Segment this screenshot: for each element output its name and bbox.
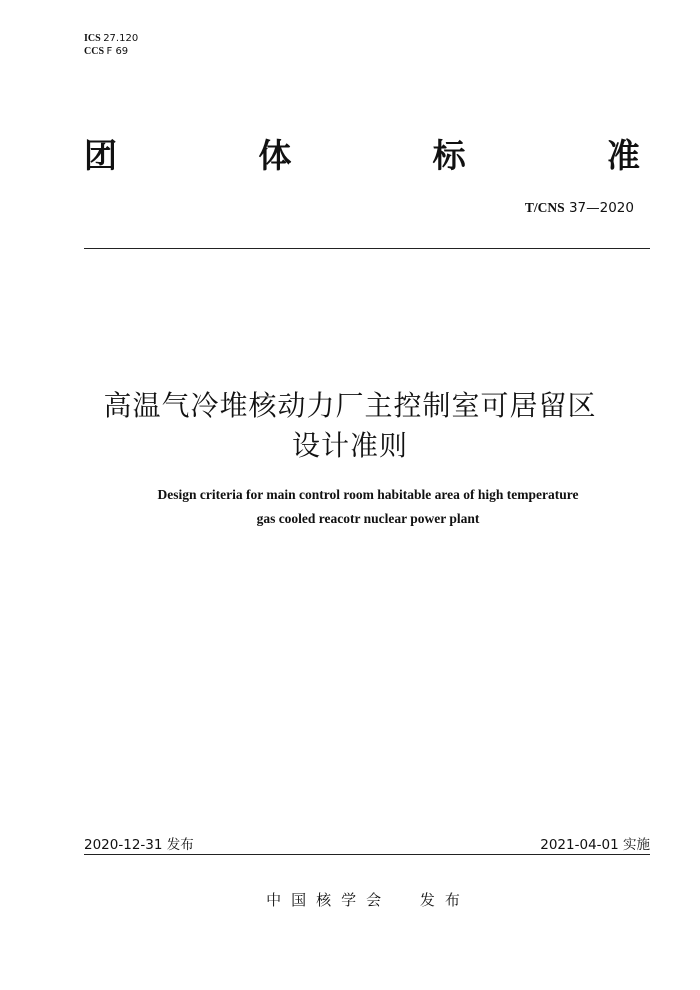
title-en-line2: gas cooled reacotr nuclear power plant xyxy=(256,511,480,526)
title-zh-line2: 设计准则 xyxy=(291,429,408,462)
standard-type-char: 准 xyxy=(606,136,640,175)
implementation-date: 2021-04-01 实施 xyxy=(540,837,650,853)
ics-value: 27.120 xyxy=(103,33,139,44)
issue-date: 2020-12-31 发布 xyxy=(84,837,194,853)
standard-number xyxy=(525,200,634,216)
standard-number-prefix: T/CNS xyxy=(524,200,565,215)
standard-type-char: 团 xyxy=(84,136,117,175)
standard-type-heading xyxy=(84,130,640,177)
publisher-action: 发布 xyxy=(419,891,470,909)
bottom-divider xyxy=(84,854,650,855)
ics-label: ICS xyxy=(84,33,101,44)
publisher-organization: 中国核学会 xyxy=(266,891,392,909)
publisher-line xyxy=(0,889,700,910)
top-divider xyxy=(84,248,650,249)
ccs-value: F 69 xyxy=(106,46,129,57)
ccs-label: CCS xyxy=(84,46,105,57)
title-zh-line1: 高温气冷堆核动力厂主控制室可居留区 xyxy=(103,389,597,422)
classification-codes xyxy=(84,32,138,58)
title-en-line1: Design criteria for main control room habitable area of high temperature xyxy=(157,487,579,502)
standard-number-value: 37—2020 xyxy=(568,200,634,216)
standard-type-char: 体 xyxy=(258,136,292,175)
ccs-code xyxy=(84,45,138,58)
standard-type-char: 标 xyxy=(432,136,466,175)
ics-code xyxy=(84,32,138,45)
